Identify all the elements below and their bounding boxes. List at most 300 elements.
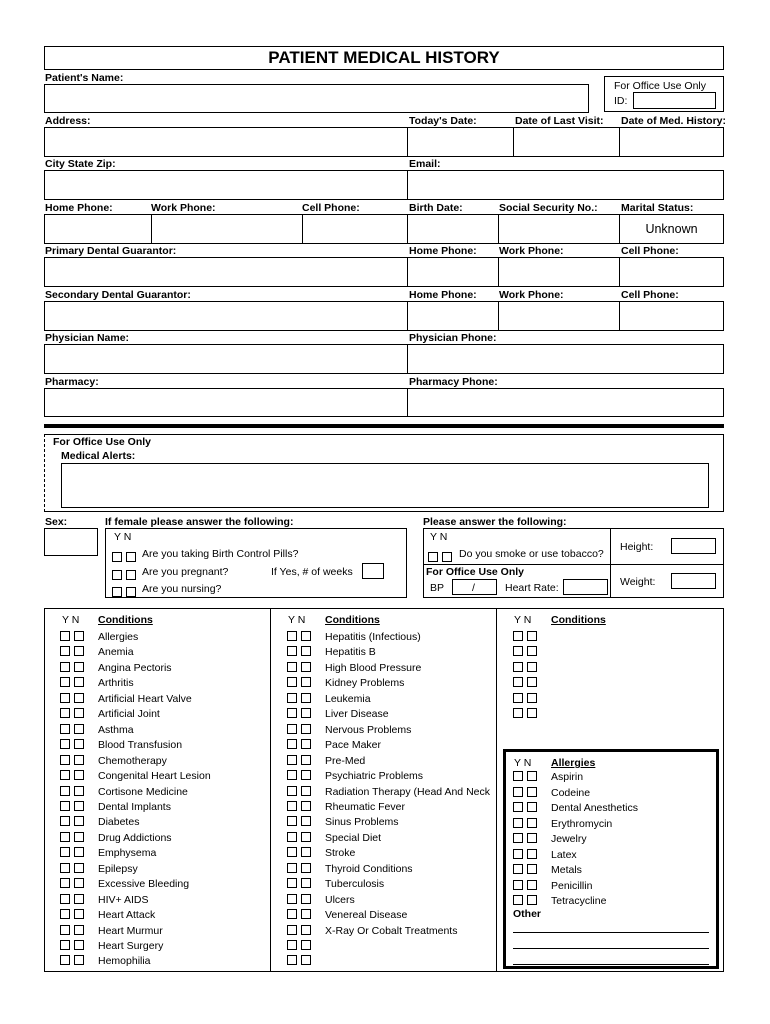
condition-label: X-Ray Or Cobalt Treatments — [325, 924, 458, 937]
condition-yes-hepatitis-b[interactable] — [287, 646, 297, 656]
allergy-row — [513, 802, 638, 817]
condition-yes-artificial-heart-valve[interactable] — [60, 693, 70, 703]
condition-row — [60, 693, 192, 708]
condition-no-kidney-problems[interactable] — [301, 677, 311, 687]
conditions-yn-header-3: Y N — [514, 614, 532, 626]
pharmacy-label: Pharmacy: — [45, 376, 99, 388]
nursing-checkboxes — [112, 583, 140, 595]
condition-no-psychiatric-problems[interactable] — [301, 770, 311, 780]
condition-row — [60, 894, 148, 909]
condition-label: Nervous Problems — [325, 723, 412, 736]
condition-no-hepatitis-b[interactable] — [301, 646, 311, 656]
bp-label: BP — [430, 582, 445, 594]
condition-label: Sinus Problems — [325, 816, 399, 829]
condition-yes-col3-blank-4[interactable] — [513, 693, 523, 703]
condition-row — [287, 755, 365, 770]
condition-no-blood-transfusion[interactable] — [74, 739, 84, 749]
allergy-yes-metals[interactable] — [513, 864, 523, 874]
condition-yes-heart-murmur[interactable] — [60, 925, 70, 935]
condition-yes-hiv-aids[interactable] — [60, 894, 70, 904]
condition-label: Blood Transfusion — [98, 739, 183, 752]
heart-rate-field[interactable] — [563, 579, 608, 595]
date-med-history-label: Date of Med. History: — [621, 115, 727, 127]
email-label: Email: — [409, 158, 441, 170]
birth-date-field[interactable] — [407, 214, 499, 244]
condition-yes-anemia[interactable] — [60, 646, 70, 656]
condition-yes-artificial-joint[interactable] — [60, 708, 70, 718]
condition-no-rheumatic-fever[interactable] — [301, 801, 311, 811]
condition-no-col3-blank-0[interactable] — [527, 631, 537, 641]
physician-phone-label: Physician Phone: — [409, 332, 497, 344]
condition-yes-hemophilia[interactable] — [60, 955, 70, 965]
allergy-label: Dental Anesthetics — [551, 802, 638, 814]
condition-no-allergies[interactable] — [74, 631, 84, 641]
allergy-yes-penicillin[interactable] — [513, 880, 523, 890]
pharmacy-phone-field[interactable] — [407, 388, 724, 417]
primary-home-phone-field[interactable] — [407, 257, 499, 287]
condition-yes-hepatitis-infectious[interactable] — [287, 631, 297, 641]
condition-row — [287, 863, 413, 878]
condition-yes-radiation-therapy-head-and-neck[interactable] — [287, 786, 297, 796]
condition-no-asthma[interactable] — [74, 724, 84, 734]
work-phone-field[interactable] — [151, 214, 303, 244]
condition-label: Rheumatic Fever — [325, 800, 405, 813]
condition-yes-col3-blank-2[interactable] — [513, 662, 523, 672]
conditions-header-2: Conditions — [325, 614, 380, 626]
sex-label: Sex: — [45, 516, 68, 528]
smoke-checkboxes — [428, 548, 456, 560]
condition-yes-special-diet[interactable] — [287, 832, 297, 842]
allergy-yes-latex[interactable] — [513, 849, 523, 859]
nursing-no[interactable] — [126, 587, 136, 597]
condition-label: Stroke — [325, 847, 356, 860]
condition-row — [287, 940, 315, 955]
cell-phone-field[interactable] — [302, 214, 408, 244]
condition-no-special-diet[interactable] — [301, 832, 311, 842]
condition-yes-angina-pectoris[interactable] — [60, 662, 70, 672]
primary-cell-phone-field[interactable] — [619, 257, 724, 287]
condition-label: Pre-Med — [325, 754, 366, 767]
condition-no-cortisone-medicine[interactable] — [74, 786, 84, 796]
condition-row — [287, 925, 457, 940]
condition-label: Epilepsy — [98, 862, 138, 875]
condition-no-venereal-disease[interactable] — [301, 909, 311, 919]
condition-no-hemophilia[interactable] — [74, 955, 84, 965]
condition-no-chemotherapy[interactable] — [74, 755, 84, 765]
allergy-no-tetracycline[interactable] — [527, 895, 537, 905]
marital-status-value: Unknown — [645, 222, 698, 236]
city-state-zip-field[interactable] — [44, 170, 408, 200]
condition-label: Thyroid Conditions — [325, 862, 413, 875]
condition-label: Angina Pectoris — [98, 661, 172, 674]
allergy-no-erythromycin[interactable] — [527, 818, 537, 828]
condition-no-pre-med[interactable] — [301, 755, 311, 765]
condition-no-col2-blank-21[interactable] — [301, 955, 311, 965]
smoke-no[interactable] — [442, 552, 452, 562]
primary-guarantor-label: Primary Dental Guarantor: — [45, 245, 177, 257]
condition-label: HIV+ AIDS — [98, 893, 149, 906]
condition-row — [287, 801, 405, 816]
primary-home-phone-label: Home Phone: — [409, 245, 477, 257]
allergy-yes-erythromycin[interactable] — [513, 818, 523, 828]
condition-no-anemia[interactable] — [74, 646, 84, 656]
primary-work-phone-label: Work Phone: — [499, 245, 564, 257]
condition-no-x-ray-or-cobalt-treatments[interactable] — [301, 925, 311, 935]
condition-row — [60, 955, 151, 970]
allergy-row — [513, 849, 577, 864]
address-field[interactable] — [44, 127, 408, 157]
condition-yes-epilepsy[interactable] — [60, 863, 70, 873]
condition-yes-col2-blank-21[interactable] — [287, 955, 297, 965]
allergy-yes-codeine[interactable] — [513, 787, 523, 797]
allergy-label: Codeine — [551, 786, 591, 799]
condition-label: Artificial Heart Valve — [98, 692, 192, 705]
allergy-yes-tetracycline[interactable] — [513, 895, 523, 905]
allergy-row — [513, 787, 590, 802]
allergy-label: Jewelry — [551, 833, 587, 845]
condition-row — [287, 894, 355, 909]
condition-row — [60, 801, 171, 816]
condition-no-hiv-aids[interactable] — [74, 894, 84, 904]
home-phone-field[interactable] — [44, 214, 152, 244]
condition-label: Anemia — [98, 646, 134, 659]
condition-yes-asthma[interactable] — [60, 724, 70, 734]
condition-row — [287, 739, 381, 754]
weight-field[interactable] — [671, 573, 716, 589]
condition-no-dental-implants[interactable] — [74, 801, 84, 811]
condition-label: Diabetes — [98, 816, 140, 829]
condition-yes-venereal-disease[interactable] — [287, 909, 297, 919]
condition-label: Allergies — [98, 631, 139, 643]
primary-cell-phone-label: Cell Phone: — [621, 245, 679, 257]
condition-yes-cortisone-medicine[interactable] — [60, 786, 70, 796]
smoke-yes[interactable] — [428, 552, 438, 562]
condition-row — [287, 770, 423, 785]
condition-yes-pace-maker[interactable] — [287, 739, 297, 749]
condition-yes-psychiatric-problems[interactable] — [287, 770, 297, 780]
condition-label: Heart Surgery — [98, 940, 164, 952]
alerts-office-label: For Office Use Only — [53, 436, 152, 448]
condition-row — [287, 708, 389, 723]
condition-label: Asthma — [98, 723, 134, 736]
condition-row — [287, 832, 381, 847]
work-phone-label: Work Phone: — [151, 202, 216, 214]
pregnant-question: Are you pregnant? — [142, 566, 229, 578]
condition-yes-heart-surgery[interactable] — [60, 940, 70, 950]
condition-row — [60, 770, 211, 785]
allergies-yn-header: Y N — [514, 757, 532, 769]
birth-control-no[interactable] — [126, 552, 136, 562]
condition-yes-rheumatic-fever[interactable] — [287, 801, 297, 811]
condition-yes-diabetes[interactable] — [60, 816, 70, 826]
medical-alerts-field[interactable] — [61, 463, 709, 508]
condition-yes-leukemia[interactable] — [287, 693, 297, 703]
condition-row — [60, 909, 155, 924]
allergies-other-line-3[interactable] — [513, 964, 709, 965]
condition-row — [60, 863, 138, 878]
physician-phone-field[interactable] — [407, 344, 724, 374]
condition-row — [60, 786, 188, 801]
condition-label: Cortisone Medicine — [98, 785, 188, 798]
date-last-visit-field[interactable] — [513, 127, 620, 157]
condition-row — [287, 786, 490, 801]
condition-yes-high-blood-pressure[interactable] — [287, 662, 297, 672]
condition-no-heart-surgery[interactable] — [74, 940, 84, 950]
condition-yes-col3-blank-3[interactable] — [513, 677, 523, 687]
condition-label: Kidney Problems — [325, 677, 405, 690]
date-med-history-field[interactable] — [619, 127, 724, 157]
height-label: Height: — [620, 541, 654, 553]
conditions-header-3: Conditions — [551, 614, 606, 626]
condition-no-excessive-bleeding[interactable] — [74, 878, 84, 888]
condition-yes-col2-blank-20[interactable] — [287, 940, 297, 950]
section-divider — [44, 424, 724, 428]
secondary-guarantor-label: Secondary Dental Guarantor: — [45, 289, 191, 301]
patient-name-field[interactable] — [44, 84, 589, 113]
condition-no-stroke[interactable] — [301, 847, 311, 857]
condition-row — [287, 816, 399, 831]
condition-no-artificial-joint[interactable] — [74, 708, 84, 718]
condition-no-sinus-problems[interactable] — [301, 816, 311, 826]
allergy-yes-dental-anesthetics[interactable] — [513, 802, 523, 812]
condition-row — [60, 925, 163, 940]
weeks-field[interactable] — [362, 563, 384, 579]
general-divider — [423, 564, 611, 565]
allergy-yes-jewelry[interactable] — [513, 833, 523, 843]
condition-label: High Blood Pressure — [325, 661, 422, 674]
condition-row — [287, 677, 404, 692]
office-use-label: For Office Use Only — [614, 80, 706, 92]
condition-yes-thyroid-conditions[interactable] — [287, 863, 297, 873]
condition-label: Pace Maker — [325, 739, 382, 752]
conditions-col-divider-1 — [270, 608, 271, 972]
birth-date-label: Birth Date: — [409, 202, 463, 214]
todays-date-label: Today's Date: — [409, 115, 477, 127]
condition-no-epilepsy[interactable] — [74, 863, 84, 873]
allergies-other-line-2[interactable] — [513, 948, 709, 949]
allergies-other-line-1[interactable] — [513, 932, 709, 933]
condition-row — [60, 832, 172, 847]
weight-label: Weight: — [620, 576, 656, 588]
condition-no-tuberculosis[interactable] — [301, 878, 311, 888]
condition-row — [287, 878, 384, 893]
allergy-row — [513, 771, 583, 786]
allergies-other-label: Other — [513, 908, 542, 920]
condition-label: Hepatitis (Infectious) — [325, 631, 421, 643]
ssn-label: Social Security No.: — [499, 202, 598, 214]
condition-no-emphysema[interactable] — [74, 847, 84, 857]
birth-control-yes[interactable] — [112, 552, 122, 562]
female-questions-label: If female please answer the following: — [105, 516, 294, 528]
conditions-header-1: Conditions — [98, 614, 153, 626]
sex-field[interactable] — [44, 528, 98, 556]
pregnant-no[interactable] — [126, 570, 136, 580]
condition-row — [513, 693, 541, 708]
condition-no-angina-pectoris[interactable] — [74, 662, 84, 672]
conditions-yn-header-2: Y N — [288, 614, 306, 626]
condition-row — [513, 677, 541, 692]
condition-no-col3-blank-1[interactable] — [527, 646, 537, 656]
condition-row — [513, 662, 541, 677]
condition-yes-sinus-problems[interactable] — [287, 816, 297, 826]
allergy-no-codeine[interactable] — [527, 787, 537, 797]
pharmacy-phone-label: Pharmacy Phone: — [409, 376, 498, 388]
condition-yes-congenital-heart-lesion[interactable] — [60, 770, 70, 780]
condition-no-leukemia[interactable] — [301, 693, 311, 703]
physician-name-field[interactable] — [44, 344, 408, 374]
nursing-yes[interactable] — [112, 587, 122, 597]
allergy-no-aspirin[interactable] — [527, 771, 537, 781]
allergy-no-penicillin[interactable] — [527, 880, 537, 890]
condition-no-col2-blank-20[interactable] — [301, 940, 311, 950]
condition-yes-allergies[interactable] — [60, 631, 70, 641]
marital-status-label: Marital Status: — [621, 202, 694, 214]
condition-label: Ulcers — [325, 893, 355, 906]
condition-yes-kidney-problems[interactable] — [287, 677, 297, 687]
condition-row — [287, 847, 355, 862]
condition-yes-col3-blank-0[interactable] — [513, 631, 523, 641]
office-id-field[interactable] — [633, 92, 716, 109]
allergy-label: Erythromycin — [551, 817, 613, 830]
condition-no-col3-blank-4[interactable] — [527, 693, 537, 703]
condition-row — [60, 708, 160, 723]
allergy-yes-aspirin[interactable] — [513, 771, 523, 781]
condition-row — [60, 724, 134, 739]
weeks-label: If Yes, # of weeks — [271, 566, 353, 578]
pharmacy-field[interactable] — [44, 388, 408, 417]
condition-row — [60, 847, 156, 862]
home-phone-label: Home Phone: — [45, 202, 113, 214]
condition-row — [287, 693, 371, 708]
condition-yes-col3-blank-5[interactable] — [513, 708, 523, 718]
secondary-home-phone-label: Home Phone: — [409, 289, 477, 301]
condition-yes-col3-blank-1[interactable] — [513, 646, 523, 656]
pregnant-yes[interactable] — [112, 570, 122, 580]
condition-row — [60, 631, 138, 646]
secondary-work-phone-field[interactable] — [498, 301, 620, 331]
condition-no-col3-blank-2[interactable] — [527, 662, 537, 672]
condition-no-heart-murmur[interactable] — [74, 925, 84, 935]
condition-no-drug-addictions[interactable] — [74, 832, 84, 842]
birth-control-question: Are you taking Birth Control Pills? — [142, 548, 299, 560]
primary-work-phone-field[interactable] — [498, 257, 620, 287]
condition-label: Congenital Heart Lesion — [98, 770, 211, 783]
cell-phone-label: Cell Phone: — [302, 202, 360, 214]
page-title: PATIENT MEDICAL HISTORY — [44, 46, 724, 70]
condition-label: Hemophilia — [98, 955, 151, 968]
condition-yes-ulcers[interactable] — [287, 894, 297, 904]
condition-row — [287, 662, 421, 677]
condition-no-pace-maker[interactable] — [301, 739, 311, 749]
allergy-row — [513, 833, 587, 848]
height-field[interactable] — [671, 538, 716, 554]
allergy-no-dental-anesthetics[interactable] — [527, 802, 537, 812]
condition-yes-pre-med[interactable] — [287, 755, 297, 765]
condition-yes-heart-attack[interactable] — [60, 909, 70, 919]
condition-no-nervous-problems[interactable] — [301, 724, 311, 734]
condition-yes-chemotherapy[interactable] — [60, 755, 70, 765]
condition-no-hepatitis-infectious[interactable] — [301, 631, 311, 641]
city-state-zip-label: City State Zip: — [45, 158, 116, 170]
condition-row — [513, 646, 541, 661]
female-yn-header: Y N — [114, 531, 132, 543]
condition-label: Dental Implants — [98, 800, 171, 813]
condition-no-heart-attack[interactable] — [74, 909, 84, 919]
condition-yes-arthritis[interactable] — [60, 677, 70, 687]
allergy-no-jewelry[interactable] — [527, 833, 537, 843]
allergy-row — [513, 880, 592, 895]
condition-no-radiation-therapy-head-and-neck[interactable] — [301, 786, 311, 796]
primary-guarantor-field[interactable] — [44, 257, 408, 287]
condition-no-col3-blank-3[interactable] — [527, 677, 537, 687]
condition-yes-x-ray-or-cobalt-treatments[interactable] — [287, 925, 297, 935]
condition-yes-excessive-bleeding[interactable] — [60, 878, 70, 888]
secondary-home-phone-field[interactable] — [407, 301, 499, 331]
condition-yes-liver-disease[interactable] — [287, 708, 297, 718]
allergy-no-metals[interactable] — [527, 864, 537, 874]
nursing-question: Are you nursing? — [142, 583, 222, 595]
condition-label: Leukemia — [325, 692, 371, 705]
condition-yes-stroke[interactable] — [287, 847, 297, 857]
pregnant-checkboxes — [112, 566, 140, 578]
email-field[interactable] — [407, 170, 724, 200]
condition-no-diabetes[interactable] — [74, 816, 84, 826]
condition-no-ulcers[interactable] — [301, 894, 311, 904]
vitals-office-label: For Office Use Only — [426, 566, 525, 578]
patient-name-label: Patient's Name: — [45, 72, 124, 84]
condition-row — [60, 940, 163, 955]
condition-label: Drug Addictions — [98, 831, 172, 844]
condition-yes-tuberculosis[interactable] — [287, 878, 297, 888]
condition-row — [287, 955, 315, 970]
condition-row — [60, 816, 139, 831]
condition-no-col3-blank-5[interactable] — [527, 708, 537, 718]
condition-yes-nervous-problems[interactable] — [287, 724, 297, 734]
secondary-cell-phone-field[interactable] — [619, 301, 724, 331]
condition-yes-blood-transfusion[interactable] — [60, 739, 70, 749]
condition-no-artificial-heart-valve[interactable] — [74, 693, 84, 703]
allergy-label: Latex — [551, 848, 577, 861]
secondary-work-phone-label: Work Phone: — [499, 289, 564, 301]
condition-yes-emphysema[interactable] — [60, 847, 70, 857]
secondary-guarantor-field[interactable] — [44, 301, 408, 331]
condition-no-congenital-heart-lesion[interactable] — [74, 770, 84, 780]
allergy-no-latex[interactable] — [527, 849, 537, 859]
condition-row — [60, 677, 134, 692]
medical-alerts-label: Medical Alerts: — [61, 450, 136, 462]
ssn-field[interactable] — [498, 214, 620, 244]
condition-row — [513, 631, 541, 646]
condition-no-arthritis[interactable] — [74, 677, 84, 687]
condition-row — [60, 755, 167, 770]
condition-label: Chemotherapy — [98, 754, 167, 767]
condition-label: Liver Disease — [325, 708, 389, 721]
condition-yes-drug-addictions[interactable] — [60, 832, 70, 842]
allergy-row — [513, 864, 582, 879]
condition-label: Heart Murmur — [98, 924, 163, 937]
condition-no-high-blood-pressure[interactable] — [301, 662, 311, 672]
todays-date-field[interactable] — [407, 127, 514, 157]
condition-label: Tuberculosis — [325, 878, 385, 891]
condition-no-liver-disease[interactable] — [301, 708, 311, 718]
condition-label: Psychiatric Problems — [325, 770, 424, 783]
condition-label: Venereal Disease — [325, 909, 408, 922]
conditions-col-divider-2 — [496, 608, 497, 972]
condition-no-thyroid-conditions[interactable] — [301, 863, 311, 873]
condition-yes-dental-implants[interactable] — [60, 801, 70, 811]
birth-control-checkboxes — [112, 548, 140, 560]
allergy-label: Metals — [551, 864, 582, 876]
